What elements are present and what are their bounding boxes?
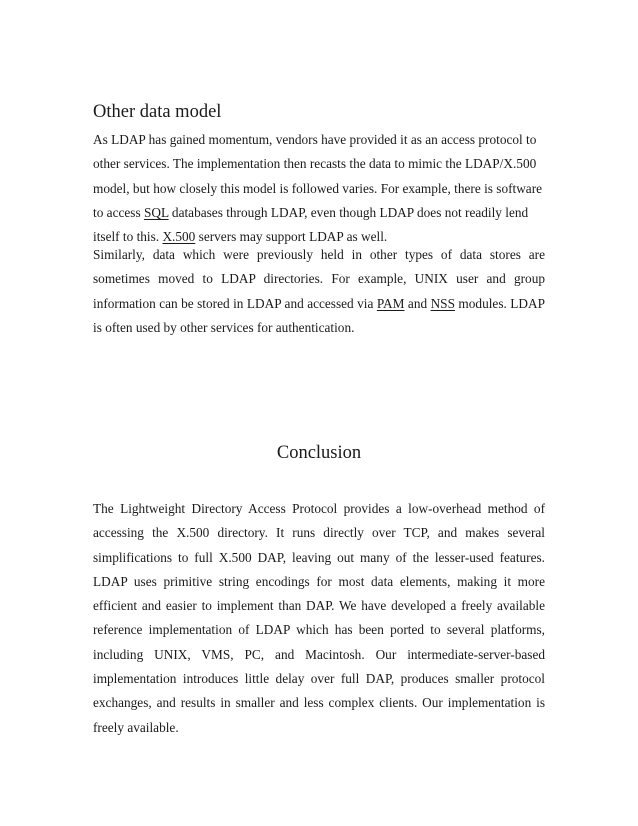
sql-link[interactable]: SQL [143, 204, 169, 220]
section-title-other-data-model: Other data model [93, 102, 222, 122]
paragraph-text: Similarly, data which were previously held in other types of data stores are sometimes moved to LDAP directories. For example, UNIX user and group information can be stored in LDAP and accessed via [93, 247, 545, 311]
paragraph-other-data-model-2 [93, 243, 545, 340]
section-title-conclusion: Conclusion [276, 443, 362, 463]
pam-link[interactable]: PAM [376, 295, 405, 311]
nss-link[interactable]: NSS [430, 295, 455, 311]
paragraph-text: servers may support LDAP as well. [195, 229, 388, 245]
paragraph-conclusion: The Lightweight Directory Access Protocol provides a low-overhead method of accessing the X.500 directory. It runs directly over TCP, and makes several simplifications to full X.500 DAP, leaving out many of the lesser-used features. LDAP uses primitive string encodings for most data elements, making it more efficient and easier to implement than DAP. We have developed a freely available reference implementation of LDAP which has been ported to several platforms, including UNIX, VMS, PC, and Macintosh. Our intermediate-server-based implementation introduces little delay over full DAP, produces smaller protocol exchanges, and results in smaller and less complex clients. Our implementation is freely available. [93, 501, 545, 735]
document-page [93, 0, 545, 826]
paragraph-text: modules. LDAP is often used by other services for authentication. [93, 295, 545, 335]
paragraph-text: databases through LDAP, even though LDAP does not readily lend itself to this. [93, 204, 529, 245]
x500-link[interactable]: X.500 [162, 229, 196, 245]
paragraph-text: and [404, 295, 431, 311]
paragraph-other-data-model-1 [93, 128, 545, 249]
paragraph-text: As LDAP has gained momentum, vendors have provided it as an access protocol to other services. The implementation then recasts the data to mimic the LDAP/X.500 model, but how closely this model is followed varies. For example, there is software to access [93, 132, 543, 220]
